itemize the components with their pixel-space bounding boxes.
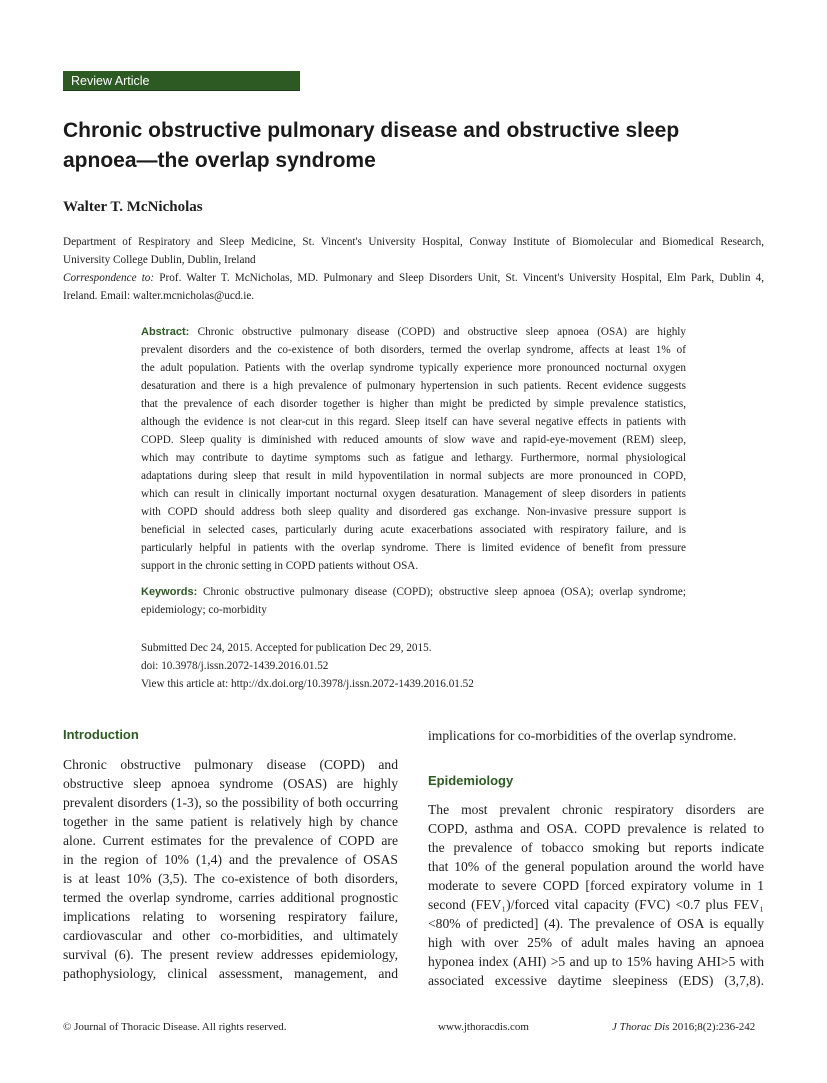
text-line: that 10% of the general population around the world have <box>428 859 764 874</box>
text-line: desaturation and there is a high prevalence of pulmonary hypertension in such patients. Recent evidence suggests <box>141 380 686 392</box>
article-meta <box>141 639 686 693</box>
text-line: COPD. Sleep quality is diminished with reduced amounts of slow wave and rapid-eye-movement (REM) sleep, <box>141 434 686 446</box>
text-line: support in the chronic setting in COPD patients without OSA. <box>141 560 419 572</box>
text-line: in the region of 10% (1,4) and the prevalence of OSAS <box>63 852 398 867</box>
section-heading-introduction: Introduction <box>63 727 139 742</box>
author: Walter T. McNicholas <box>63 199 203 215</box>
text-line: pathophysiology, clinical assessment, management, and <box>63 966 398 981</box>
title-line: apnoea—the overlap syndrome <box>63 149 376 172</box>
text-line: beneficial in selected cases, particularly during acute exacerbations associated with respiratory failure, and is <box>141 524 686 536</box>
text-line: the prevalence of tobacco smoking but reports indicate <box>428 840 764 855</box>
text-line: is at least 10% (3,5). The co-existence of both disorders, <box>63 871 398 886</box>
article-link[interactable]: View this article at: http://dx.doi.org/10.3978/j.issn.2072-1439.2016.01.52 <box>141 678 474 690</box>
abstract-text: Chronic obstructive pulmonary disease (COPD) and obstructive sleep apnoea (OSA) are highly <box>197 326 686 338</box>
text-line: implications for co-morbidities of the overlap syndrome. <box>428 728 737 743</box>
keywords-text: epidemiology; co-morbidity <box>141 604 267 616</box>
journal-website[interactable]: www.jthoracdis.com <box>438 1021 529 1033</box>
abstract <box>141 323 686 619</box>
text-line: that the prevalence of each disorder together is higher than might be predicted by simple prevalence statistics, <box>141 398 686 410</box>
text-line: although the evidence is not clear-cut in this regard. Sleep itself can have several negative effects in patients with <box>141 416 686 428</box>
abstract-label: Abstract: <box>141 326 190 338</box>
correspondence-text: Ireland. Email: walter.mcnicholas@ucd.ie. <box>63 290 255 302</box>
text-line: obstructive sleep apnoea syndrome (OSAS) are highly <box>63 776 398 791</box>
keywords-label: Keywords: <box>141 586 198 598</box>
keywords-text: Chronic obstructive pulmonary disease (COPD); obstructive sleep apnoea (OSA); overlap syndrome; <box>203 586 686 598</box>
introduction-text-continued <box>428 726 764 745</box>
citation <box>612 1021 755 1033</box>
text-line: with COPD should address both sleep quality and disordered gas exchange. Non-invasive pressure support is <box>141 506 686 518</box>
text-line: COPD, asthma and OSA. COPD prevalence is related to <box>428 821 764 836</box>
text-line: The most prevalent chronic respiratory disorders are <box>428 802 764 817</box>
article-title <box>63 116 783 176</box>
affiliation <box>63 233 764 305</box>
text-line: termed the overlap syndrome, carries additional prognostic <box>63 890 398 905</box>
text-line: which may contribute to daytime symptoms such as fatigue and lethargy. Furthermore, normal physiological <box>141 452 686 464</box>
correspondence-label: Correspondence to: <box>63 272 155 284</box>
epidemiology-text <box>428 800 764 990</box>
correspondence-text: Prof. Walter T. McNicholas, MD. Pulmonary and Sleep Disorders Unit, St. Vincent's University Hospital, Elm Park, Dublin 4, <box>159 272 764 284</box>
introduction-text <box>63 755 398 983</box>
text-line: adaptations during sleep that result in mild hypoventilation in normal subjects are more pronounced in COPD, <box>141 470 686 482</box>
text-line: survival (6). The present review addresses epidemiology, <box>63 947 398 962</box>
text-line: prevalent disorders and the co-existence of both disorders, termed the overlap syndrome, affects at least 1% of <box>141 344 686 356</box>
text-line: the adult population. Patients with the overlap syndrome typically experience more pronounced nocturnal oxygen <box>141 362 686 374</box>
text-line: moderate to severe COPD [forced expiratory volume in 1 <box>428 878 764 893</box>
text-line: associated excessive daytime sleepiness (EDS) (3,7,8). <box>428 973 764 988</box>
submission-dates: Submitted Dec 24, 2015. Accepted for publication Dec 29, 2015. <box>141 642 432 654</box>
article-type-badge: Review Article <box>63 71 300 91</box>
text-line: hyponea index (AHI) >5 and up to 15% having AHI>5 with <box>428 954 764 969</box>
text-line: alone. Current estimates for the prevalence of COPD are <box>63 833 398 848</box>
text-line: implications relating to worsening respiratory failure, <box>63 909 398 924</box>
doi[interactable]: doi: 10.3978/j.issn.2072-1439.2016.01.52 <box>141 660 329 672</box>
text-line: Chronic obstructive pulmonary disease (COPD) and <box>63 757 398 772</box>
text-line: prevalent disorders (1-3), so the possibility of both occurring <box>63 795 398 810</box>
section-heading-epidemiology: Epidemiology <box>428 773 514 788</box>
citation-details: 2016;8(2):236-242 <box>672 1021 756 1033</box>
text-line: together in the same patient is relatively high by chance <box>63 814 398 829</box>
text-line: particularly helpful in patients with the overlap syndrome. There is limited evidence of benefit from pressure <box>141 542 686 554</box>
affiliation-line: Department of Respiratory and Sleep Medicine, St. Vincent's University Hospital, Conway Institute of Biomolecular and Biomedical Research, <box>63 236 764 248</box>
text-line: cardiovascular and other co-morbidities, and ultimately <box>63 928 398 943</box>
text-line: <80% of predicted] (4). The prevalence of OSA is equally <box>428 916 764 931</box>
text-line: which can result in clinically important nocturnal oxygen desaturation. Management of sleep disorders in patients <box>141 488 686 500</box>
copyright: © Journal of Thoracic Disease. All rights reserved. <box>63 1021 287 1033</box>
journal-abbreviation: J Thorac Dis <box>612 1021 670 1033</box>
text-line: second (FEV₁)/forced vital capacity (FVC) <0.7 plus FEV₁ <box>428 897 764 912</box>
affiliation-line: University College Dublin, Dublin, Ireland <box>63 254 256 266</box>
text-line: high with over 25% of adult males having an apnoea <box>428 935 764 950</box>
title-line: Chronic obstructive pulmonary disease and obstructive sleep <box>63 119 680 142</box>
